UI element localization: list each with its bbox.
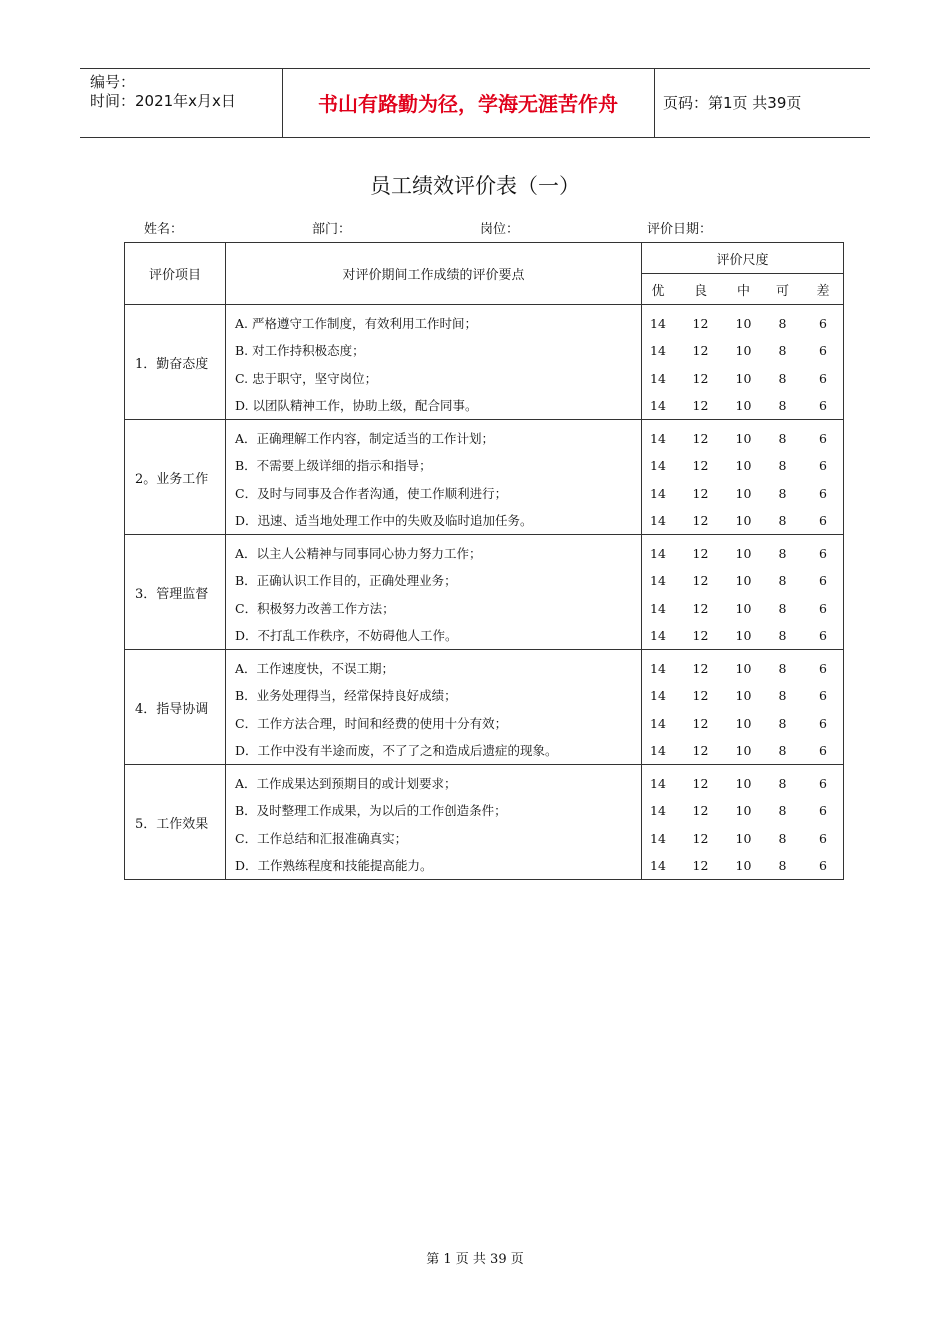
grade-label: 可 — [775, 283, 789, 299]
score-value: 6 — [819, 627, 827, 643]
score-value: 6 — [819, 600, 827, 616]
score-cell — [642, 535, 844, 650]
score-row — [642, 507, 843, 534]
score-value: 6 — [819, 431, 827, 446]
score-value: 10 — [735, 830, 752, 846]
score-value: 6 — [819, 458, 827, 474]
score-value: 6 — [819, 485, 827, 501]
time-label: 时间：2021年x月x日 — [90, 92, 236, 110]
score-row — [642, 595, 843, 622]
score-value: 8 — [778, 661, 787, 676]
score-value: 8 — [778, 857, 787, 873]
criterion-text: A．工作速度快，不误工期； — [235, 661, 395, 676]
score-value: 14 — [650, 573, 666, 589]
score-value: 10 — [735, 661, 752, 676]
score-value: 10 — [735, 343, 752, 359]
score-value: 6 — [819, 512, 827, 528]
score-value: 12 — [692, 857, 709, 873]
score-value: 8 — [778, 776, 787, 791]
score-value: 10 — [735, 573, 752, 589]
score-value: 8 — [778, 715, 787, 731]
post-label: 岗位： — [480, 222, 520, 237]
score-value: 6 — [819, 573, 827, 589]
score-value: 10 — [735, 742, 752, 758]
score-cell — [642, 305, 844, 420]
score-row — [642, 365, 843, 392]
score-value: 12 — [692, 776, 709, 791]
criterion-text: C．积极努力改善工作方法； — [235, 600, 395, 616]
score-value: 8 — [778, 512, 787, 528]
motto: 书山有路勤为径，学海无涯苦作舟 — [318, 92, 618, 116]
score-value: 14 — [650, 742, 666, 758]
score-value: 8 — [778, 343, 787, 359]
score-value: 10 — [735, 316, 752, 331]
score-value: 8 — [778, 573, 787, 589]
criterion-text: D．不打乱工作秩序，不妨碍他人工作。 — [235, 627, 458, 643]
score-cell — [642, 650, 844, 765]
score-value: 14 — [650, 803, 666, 819]
grade-label: 优 — [651, 283, 665, 299]
criterion-text: A．正确理解工作内容，制定适当的工作计划； — [235, 431, 495, 446]
score-value: 6 — [819, 742, 827, 758]
score-value: 12 — [692, 573, 709, 589]
score-value: 8 — [778, 742, 787, 758]
name-label: 姓名： — [144, 222, 184, 237]
score-value: 10 — [735, 546, 752, 561]
score-value: 8 — [778, 830, 787, 846]
score-value: 14 — [650, 397, 666, 413]
score-value: 10 — [735, 600, 752, 616]
grade-label: 中 — [736, 283, 750, 299]
grade-label: 差 — [816, 283, 830, 299]
score-row — [642, 770, 843, 797]
score-value: 14 — [650, 458, 666, 474]
score-value: 8 — [778, 485, 787, 501]
score-value: 10 — [735, 431, 752, 446]
score-value: 10 — [735, 627, 752, 643]
score-value: 12 — [692, 803, 709, 819]
score-value: 12 — [692, 688, 709, 704]
table-row — [125, 765, 844, 880]
score-row — [642, 825, 843, 852]
criterion-text: D. 以团队精神工作，协助上级，配合同事。 — [235, 397, 478, 413]
score-row — [642, 310, 843, 337]
score-value: 8 — [778, 397, 787, 413]
serial-label: 编号： — [90, 73, 136, 91]
dept-label: 部门： — [312, 222, 352, 237]
score-value: 14 — [650, 627, 666, 643]
criteria-cell — [226, 305, 642, 420]
score-value: 10 — [735, 370, 752, 386]
score-value: 6 — [819, 715, 827, 731]
score-value: 10 — [735, 715, 752, 731]
criterion-text: C．工作方法合理，时间和经费的使用十分有效； — [235, 715, 508, 731]
grade-header-row — [642, 274, 844, 305]
criterion-text: C．及时与同事及合作者沟通，使工作顺利进行； — [235, 485, 508, 501]
score-value: 14 — [650, 485, 666, 501]
table-row — [125, 535, 844, 650]
criterion-text: C．工作总结和汇报准确真实； — [235, 830, 408, 846]
header-meta-cell — [80, 69, 283, 137]
score-value: 6 — [819, 343, 827, 359]
score-value: 12 — [692, 600, 709, 616]
col-header-points: 对评价期间工作成绩的评价要点 — [226, 243, 642, 305]
category-name: 3．管理监督 — [125, 535, 226, 650]
score-value: 10 — [735, 857, 752, 873]
score-row — [642, 797, 843, 824]
score-value: 12 — [692, 661, 709, 676]
score-row — [642, 567, 843, 594]
score-value: 14 — [650, 600, 666, 616]
score-value: 14 — [650, 776, 666, 791]
score-value: 12 — [692, 431, 709, 446]
category-name: 1．勤奋态度 — [125, 305, 226, 420]
table-row — [125, 305, 844, 420]
score-value: 8 — [778, 458, 787, 474]
score-cell — [642, 420, 844, 535]
criterion-text: A．工作成果达到预期目的或计划要求； — [235, 776, 457, 791]
score-row — [642, 622, 843, 649]
score-value: 8 — [778, 431, 787, 446]
score-value: 8 — [778, 316, 787, 331]
date-label: 评价日期： — [647, 222, 713, 237]
score-row — [642, 852, 843, 879]
score-row — [642, 392, 843, 419]
score-value: 10 — [735, 458, 752, 474]
score-value: 6 — [819, 370, 827, 386]
page-header — [80, 68, 870, 138]
score-value: 10 — [735, 397, 752, 413]
score-value: 6 — [819, 857, 827, 873]
score-cell — [642, 765, 844, 880]
score-value: 8 — [778, 370, 787, 386]
header-page-cell — [655, 69, 870, 137]
score-row — [642, 425, 843, 452]
score-row — [642, 737, 843, 764]
score-value: 6 — [819, 397, 827, 413]
criterion-text: D．迅速、适当地处理工作中的失败及临时追加任务。 — [235, 512, 533, 528]
criterion-text: A. 严格遵守工作制度，有效利用工作时间； — [235, 316, 477, 331]
score-value: 10 — [735, 803, 752, 819]
score-value: 12 — [692, 485, 709, 501]
score-row — [642, 452, 843, 479]
score-value: 10 — [735, 688, 752, 704]
score-value: 14 — [650, 661, 666, 676]
col-header-scale: 评价尺度 — [642, 243, 844, 274]
score-value: 10 — [735, 512, 752, 528]
table-row — [125, 420, 844, 535]
score-value: 8 — [778, 627, 787, 643]
criterion-text: C. 忠于职守，坚守岗位； — [235, 370, 378, 386]
table-row — [125, 650, 844, 765]
criterion-text: B．正确认识工作目的，正确处理业务； — [235, 573, 457, 589]
page-code: 页码：第1页 共39页 — [663, 94, 802, 112]
category-name: 4．指导协调 — [125, 650, 226, 765]
score-value: 14 — [650, 316, 666, 331]
score-value: 14 — [650, 343, 666, 359]
score-value: 12 — [692, 715, 709, 731]
criteria-cell — [226, 765, 642, 880]
criterion-text: A．以主人公精神与同事同心协力努力工作； — [235, 546, 482, 561]
score-value: 14 — [650, 546, 666, 561]
evaluation-table — [124, 242, 844, 880]
criteria-cell — [226, 535, 642, 650]
criteria-cell — [226, 420, 642, 535]
score-value: 6 — [819, 546, 827, 561]
score-value: 14 — [650, 370, 666, 386]
category-name: 5．工作效果 — [125, 765, 226, 880]
score-value: 6 — [819, 316, 827, 331]
criteria-cell — [226, 650, 642, 765]
score-value: 6 — [819, 661, 827, 676]
score-row — [642, 655, 843, 682]
score-value: 8 — [778, 803, 787, 819]
score-value: 8 — [778, 688, 787, 704]
criterion-text: B．不需要上级详细的指示和指导； — [235, 458, 432, 474]
grade-label: 良 — [693, 283, 707, 299]
score-value: 12 — [692, 343, 709, 359]
score-value: 8 — [778, 600, 787, 616]
criterion-text: B．业务处理得当，经常保持良好成绩； — [235, 688, 457, 704]
score-value: 12 — [692, 458, 709, 474]
score-row — [642, 337, 843, 364]
score-value: 14 — [650, 830, 666, 846]
criterion-text: D．工作中没有半途而废，不了了之和造成后遗症的现象。 — [235, 742, 558, 758]
score-value: 14 — [650, 512, 666, 528]
score-value: 14 — [650, 857, 666, 873]
score-value: 12 — [692, 512, 709, 528]
score-value: 6 — [819, 776, 827, 791]
score-value: 6 — [819, 688, 827, 704]
score-value: 6 — [819, 803, 827, 819]
score-value: 12 — [692, 316, 709, 331]
header-motto-cell — [282, 69, 655, 137]
score-value: 12 — [692, 830, 709, 846]
score-value: 10 — [735, 776, 752, 791]
col-header-item: 评价项目 — [125, 243, 226, 305]
score-value: 14 — [650, 431, 666, 446]
criterion-text: D．工作熟练程度和技能提高能力。 — [235, 857, 433, 873]
page-title: 员工绩效评价表（一） — [370, 174, 580, 198]
score-value: 12 — [692, 397, 709, 413]
score-value: 12 — [692, 546, 709, 561]
page-footer: 第 1 页 共 39 页 — [426, 1252, 524, 1267]
criterion-text: B．及时整理工作成果，为以后的工作创造条件； — [235, 803, 507, 819]
score-value: 10 — [735, 485, 752, 501]
score-value: 14 — [650, 688, 666, 704]
score-row — [642, 682, 843, 709]
score-value: 12 — [692, 742, 709, 758]
score-value: 12 — [692, 627, 709, 643]
score-value: 12 — [692, 370, 709, 386]
score-row — [642, 480, 843, 507]
score-value: 8 — [778, 546, 787, 561]
score-row — [642, 710, 843, 737]
score-value: 14 — [650, 715, 666, 731]
category-name: 2。业务工作 — [125, 420, 226, 535]
score-value: 6 — [819, 830, 827, 846]
criterion-text: B. 对工作持积极态度； — [235, 343, 365, 359]
score-row — [642, 540, 843, 567]
